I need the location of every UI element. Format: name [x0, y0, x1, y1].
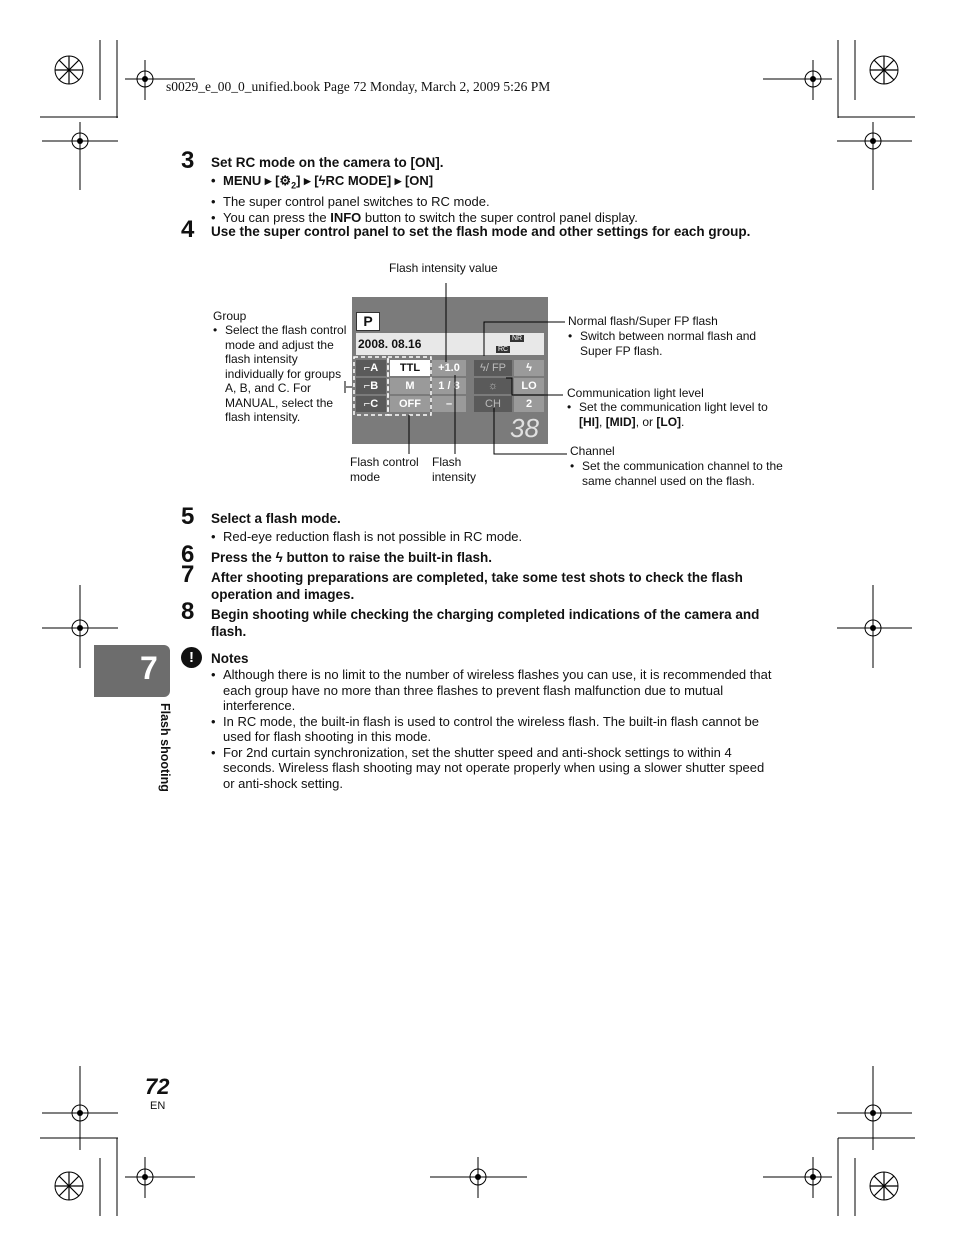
control-mode-a: TTL [390, 360, 430, 376]
flash-icon: ϟ [514, 360, 544, 376]
chapter-title [138, 703, 178, 813]
frames-remaining: 38 [510, 413, 539, 443]
group-title: Group [213, 309, 247, 323]
text: Switch between normal flash and Super FP flash. [580, 329, 757, 358]
bracket: ] [296, 173, 301, 188]
bracket: [ [314, 173, 319, 188]
step-number: 7 [181, 561, 195, 588]
fp-text: / FP [485, 362, 506, 374]
list-item: • Although there is no limit to the number of wireless flashes you can use, it is recommended that each group have no more than three flashes to prevent flash malfunction due to mutual interference. [211, 667, 773, 714]
step-title: Select a flash mode. [211, 511, 341, 526]
step-title: After shooting preparations are completed, take some test shots to check the flash operation and images. [211, 570, 743, 602]
step-number: 6 [181, 541, 195, 568]
text: button to raise the built-in flash. [286, 550, 492, 565]
normal-flash-title: Normal flash/Super FP flash [568, 314, 718, 328]
list-item: • Red-eye reduction flash is not possible in RC mode. [211, 529, 771, 545]
flash-icon: ϟ [318, 173, 326, 188]
notes-list [211, 667, 773, 791]
control-mode-b: M [390, 378, 430, 394]
step-title: Set RC mode on the camera to [ON]. [211, 155, 444, 170]
menu-label: MENU [223, 173, 262, 188]
step-number: 8 [181, 598, 195, 625]
control-mode-c: OFF [390, 396, 430, 412]
opt-lo: [LO] [656, 414, 682, 429]
text: Set the communication channel to the same channel used on the flash. [582, 459, 783, 488]
tab-sub: 2 [291, 180, 297, 191]
menu-value: [ON] [404, 173, 434, 188]
label-intensity: Flash intensity [432, 455, 477, 484]
bullet: • [570, 459, 575, 473]
intensity-c: – [432, 396, 466, 412]
sep: . [681, 414, 685, 429]
label-control-mode: Flash control mode [350, 455, 419, 484]
flash-unit-icon: ⌐ [363, 380, 371, 392]
intensity-b: 1 / 8 [432, 378, 466, 394]
comm-light-level: LO [514, 378, 544, 394]
intensity-a: +1.0 [432, 360, 466, 376]
comm-light-icon: ☼ [474, 378, 512, 394]
chapter-number: 7 [140, 650, 158, 686]
channel-title: Channel [570, 444, 615, 458]
sep: , [599, 414, 603, 429]
step-number: 3 [181, 147, 195, 174]
step-number: 5 [181, 503, 195, 530]
list-item: • For 2nd curtain synchronization, set the shutter speed and anti-shock settings to within 4 seconds. Wireless flash shooting may not operate properly when using a slower shutter speed or anti-shock setting. [211, 745, 773, 792]
bullet: • [567, 400, 572, 414]
group-letter: A [370, 362, 379, 374]
list-item: • In RC mode, the built-in flash is used to control the wireless flash. The built-in flash cannot be used for flash shooting in this mode. [211, 714, 773, 745]
sep: , or [635, 414, 654, 429]
flash-unit-icon: ⌐ [363, 362, 371, 374]
step-title: Use the super control panel to set the flash mode and other settings for each group. [211, 224, 751, 239]
flash-icon: ϟ [480, 362, 486, 374]
info-button-label: INFO [330, 209, 362, 225]
nr-badge: NR [512, 335, 523, 342]
bracket: [ [275, 173, 280, 188]
bullet: • [213, 323, 218, 337]
chapter-title-text: Flash shooting [158, 703, 172, 792]
menu-item: RC MODE] [325, 173, 392, 188]
caution-icon: ! [181, 647, 202, 668]
page-number: 72 [145, 1074, 170, 1099]
text: You can press the [223, 209, 327, 225]
book-header: s0029_e_00_0_unified.book Page 72 Monday, March 2, 2009 5:26 PM [166, 79, 551, 94]
step-title: Begin shooting while checking the charging completed indications of the camera and flash. [211, 607, 760, 639]
list-item: • The super control panel switches to RC mode. [211, 194, 771, 210]
text: Select the flash control mode and adjust the flash intensity individually for groups A, B, and C. For MANUAL, select the flash intensity. [225, 323, 347, 424]
text: Set the communication light level to [579, 400, 768, 414]
chapter-tab [94, 645, 170, 697]
flash-icon: ϟ [275, 550, 283, 565]
text: button to switch the super control panel display. [364, 209, 638, 225]
group-letter: C [370, 398, 379, 410]
opt-hi: [HI] [579, 414, 599, 429]
label-intensity-value: Flash intensity value [389, 261, 498, 275]
channel-value: 2 [514, 396, 544, 412]
channel-label: CH [474, 396, 512, 412]
arrow-right-icon: ▸ [264, 173, 272, 188]
language-code: EN [150, 1100, 166, 1112]
text: Press the [211, 550, 272, 565]
notes-title: Notes [211, 651, 249, 666]
opt-mid: [MID] [605, 414, 636, 429]
mode-indicator: P [356, 312, 380, 331]
arrow-right-icon: ▸ [304, 173, 311, 188]
group-letter: B [370, 380, 379, 392]
rc-badge: RC [498, 346, 509, 353]
arrow-right-icon: ▸ [394, 173, 402, 188]
comm-light-title: Communication light level [567, 386, 704, 400]
bullet: • [568, 329, 573, 343]
date-display: 2008. 08.16 [358, 337, 422, 351]
step-number: 4 [181, 216, 195, 243]
step-5-bullets [211, 529, 771, 545]
custom-menu-icon: ⚙ [279, 173, 292, 188]
flash-unit-icon: ⌐ [363, 398, 371, 410]
step-title [211, 549, 492, 566]
